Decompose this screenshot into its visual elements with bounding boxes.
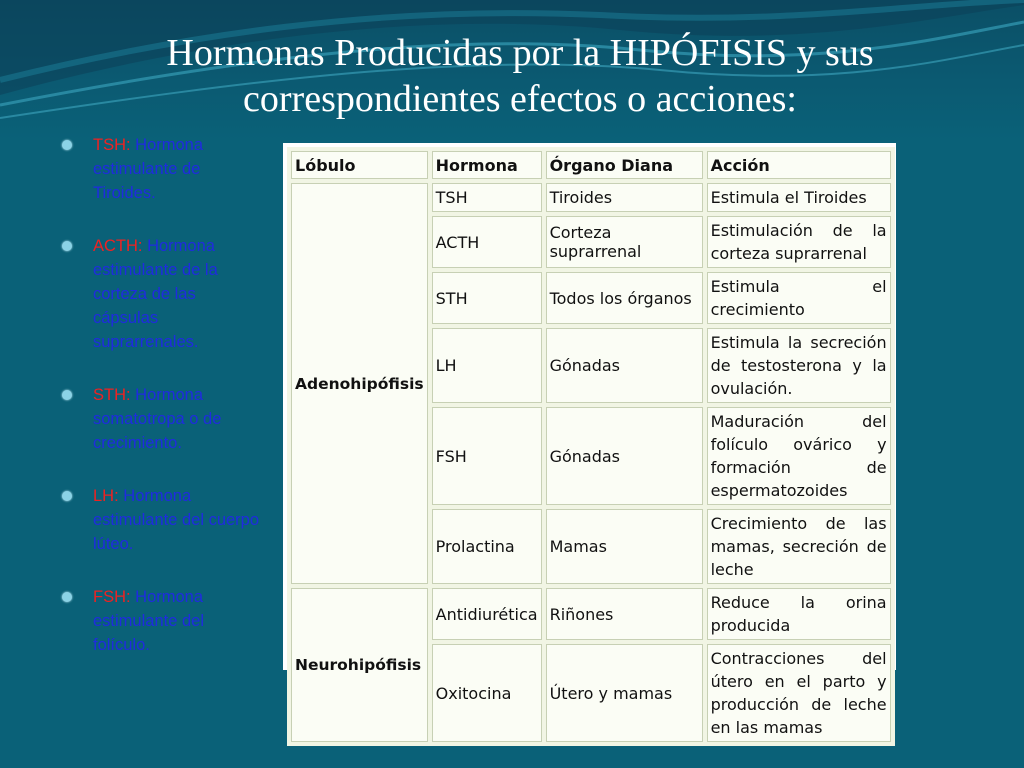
bullet-abbr: FSH: (93, 588, 131, 606)
title-line-1: Hormonas Producidas por la HIPÓFISIS y sus (166, 32, 874, 74)
organ-cell: Tiroides (546, 183, 703, 212)
hormone-cell: STH (432, 272, 542, 324)
bullet-dot-icon (62, 592, 72, 602)
hormone-cell: Antidiurética (432, 588, 542, 640)
action-cell: Crecimiento de las mamas, secreción de leche (707, 509, 891, 584)
bullet-abbr: TSH: (93, 136, 131, 154)
bullet-abbr: STH: (93, 386, 131, 404)
bullet-dot-icon (62, 491, 72, 501)
title-line-2: correspondientes efectos o acciones: (243, 78, 797, 120)
hormone-table-container (283, 143, 896, 737)
hormone-cell: FSH (432, 407, 542, 505)
bullet-dot-icon (62, 241, 72, 251)
bullet-dot-icon (62, 390, 72, 400)
bullet-text: Hormona estimulante del cuerpo lúteo. (93, 487, 260, 553)
bullet-item (60, 585, 265, 657)
table-header-row (291, 151, 891, 179)
bullet-text: Hormona somatotropa o de crecimiento. (93, 386, 222, 452)
bullet-dot-icon (62, 140, 72, 150)
bullet-text: Hormona estimulante de Tiroides. (93, 136, 204, 202)
slide-title (110, 30, 930, 122)
action-cell: Estimula la secreción de testosterona y la ovulación. (707, 328, 891, 403)
bullet-abbr: ACTH: (93, 237, 143, 255)
organ-cell: Riñones (546, 588, 703, 640)
bullet-item (60, 234, 265, 354)
header-hormone: Hormona (432, 151, 542, 179)
bullet-item (60, 133, 265, 205)
table-row (291, 183, 891, 212)
action-cell: Maduración del folículo ovárico y formación de espermatozoides (707, 407, 891, 505)
action-cell: Contracciones del útero en el parto y producción de leche en las mamas (707, 644, 891, 742)
organ-cell: Útero y mamas (546, 644, 703, 742)
bullet-item (60, 484, 265, 556)
organ-cell: Gónadas (546, 328, 703, 403)
header-action: Acción (707, 151, 891, 179)
lobe-cell: Adenohipófisis (291, 183, 428, 584)
hormone-cell: LH (432, 328, 542, 403)
hormone-table (287, 147, 895, 746)
hormone-cell: TSH (432, 183, 542, 212)
bullet-abbr: LH: (93, 487, 119, 505)
header-lobe: Lóbulo (291, 151, 428, 179)
hormone-bullet-list (60, 133, 265, 686)
organ-cell: Gónadas (546, 407, 703, 505)
action-cell: Estimula el Tiroides (707, 183, 891, 212)
bullet-text: Hormona estimulante de la corteza de las cápsulas suprarrenales. (93, 237, 218, 351)
action-cell: Estimula el crecimiento (707, 272, 891, 324)
organ-cell: Todos los órganos (546, 272, 703, 324)
bullet-item (60, 383, 265, 455)
hormone-cell: Prolactina (432, 509, 542, 584)
hormone-cell: ACTH (432, 216, 542, 268)
action-cell: Reduce la orina producida (707, 588, 891, 640)
hormone-cell: Oxitocina (432, 644, 542, 742)
header-organ: Órgano Diana (546, 151, 703, 179)
action-cell: Estimulación de la corteza suprarrenal (707, 216, 891, 268)
organ-cell: Mamas (546, 509, 703, 584)
bullet-text: Hormona estimulante del folículo. (93, 588, 204, 654)
organ-cell: Corteza suprarrenal (546, 216, 703, 268)
lobe-cell: Neurohipófisis (291, 588, 428, 742)
table-row (291, 588, 891, 640)
